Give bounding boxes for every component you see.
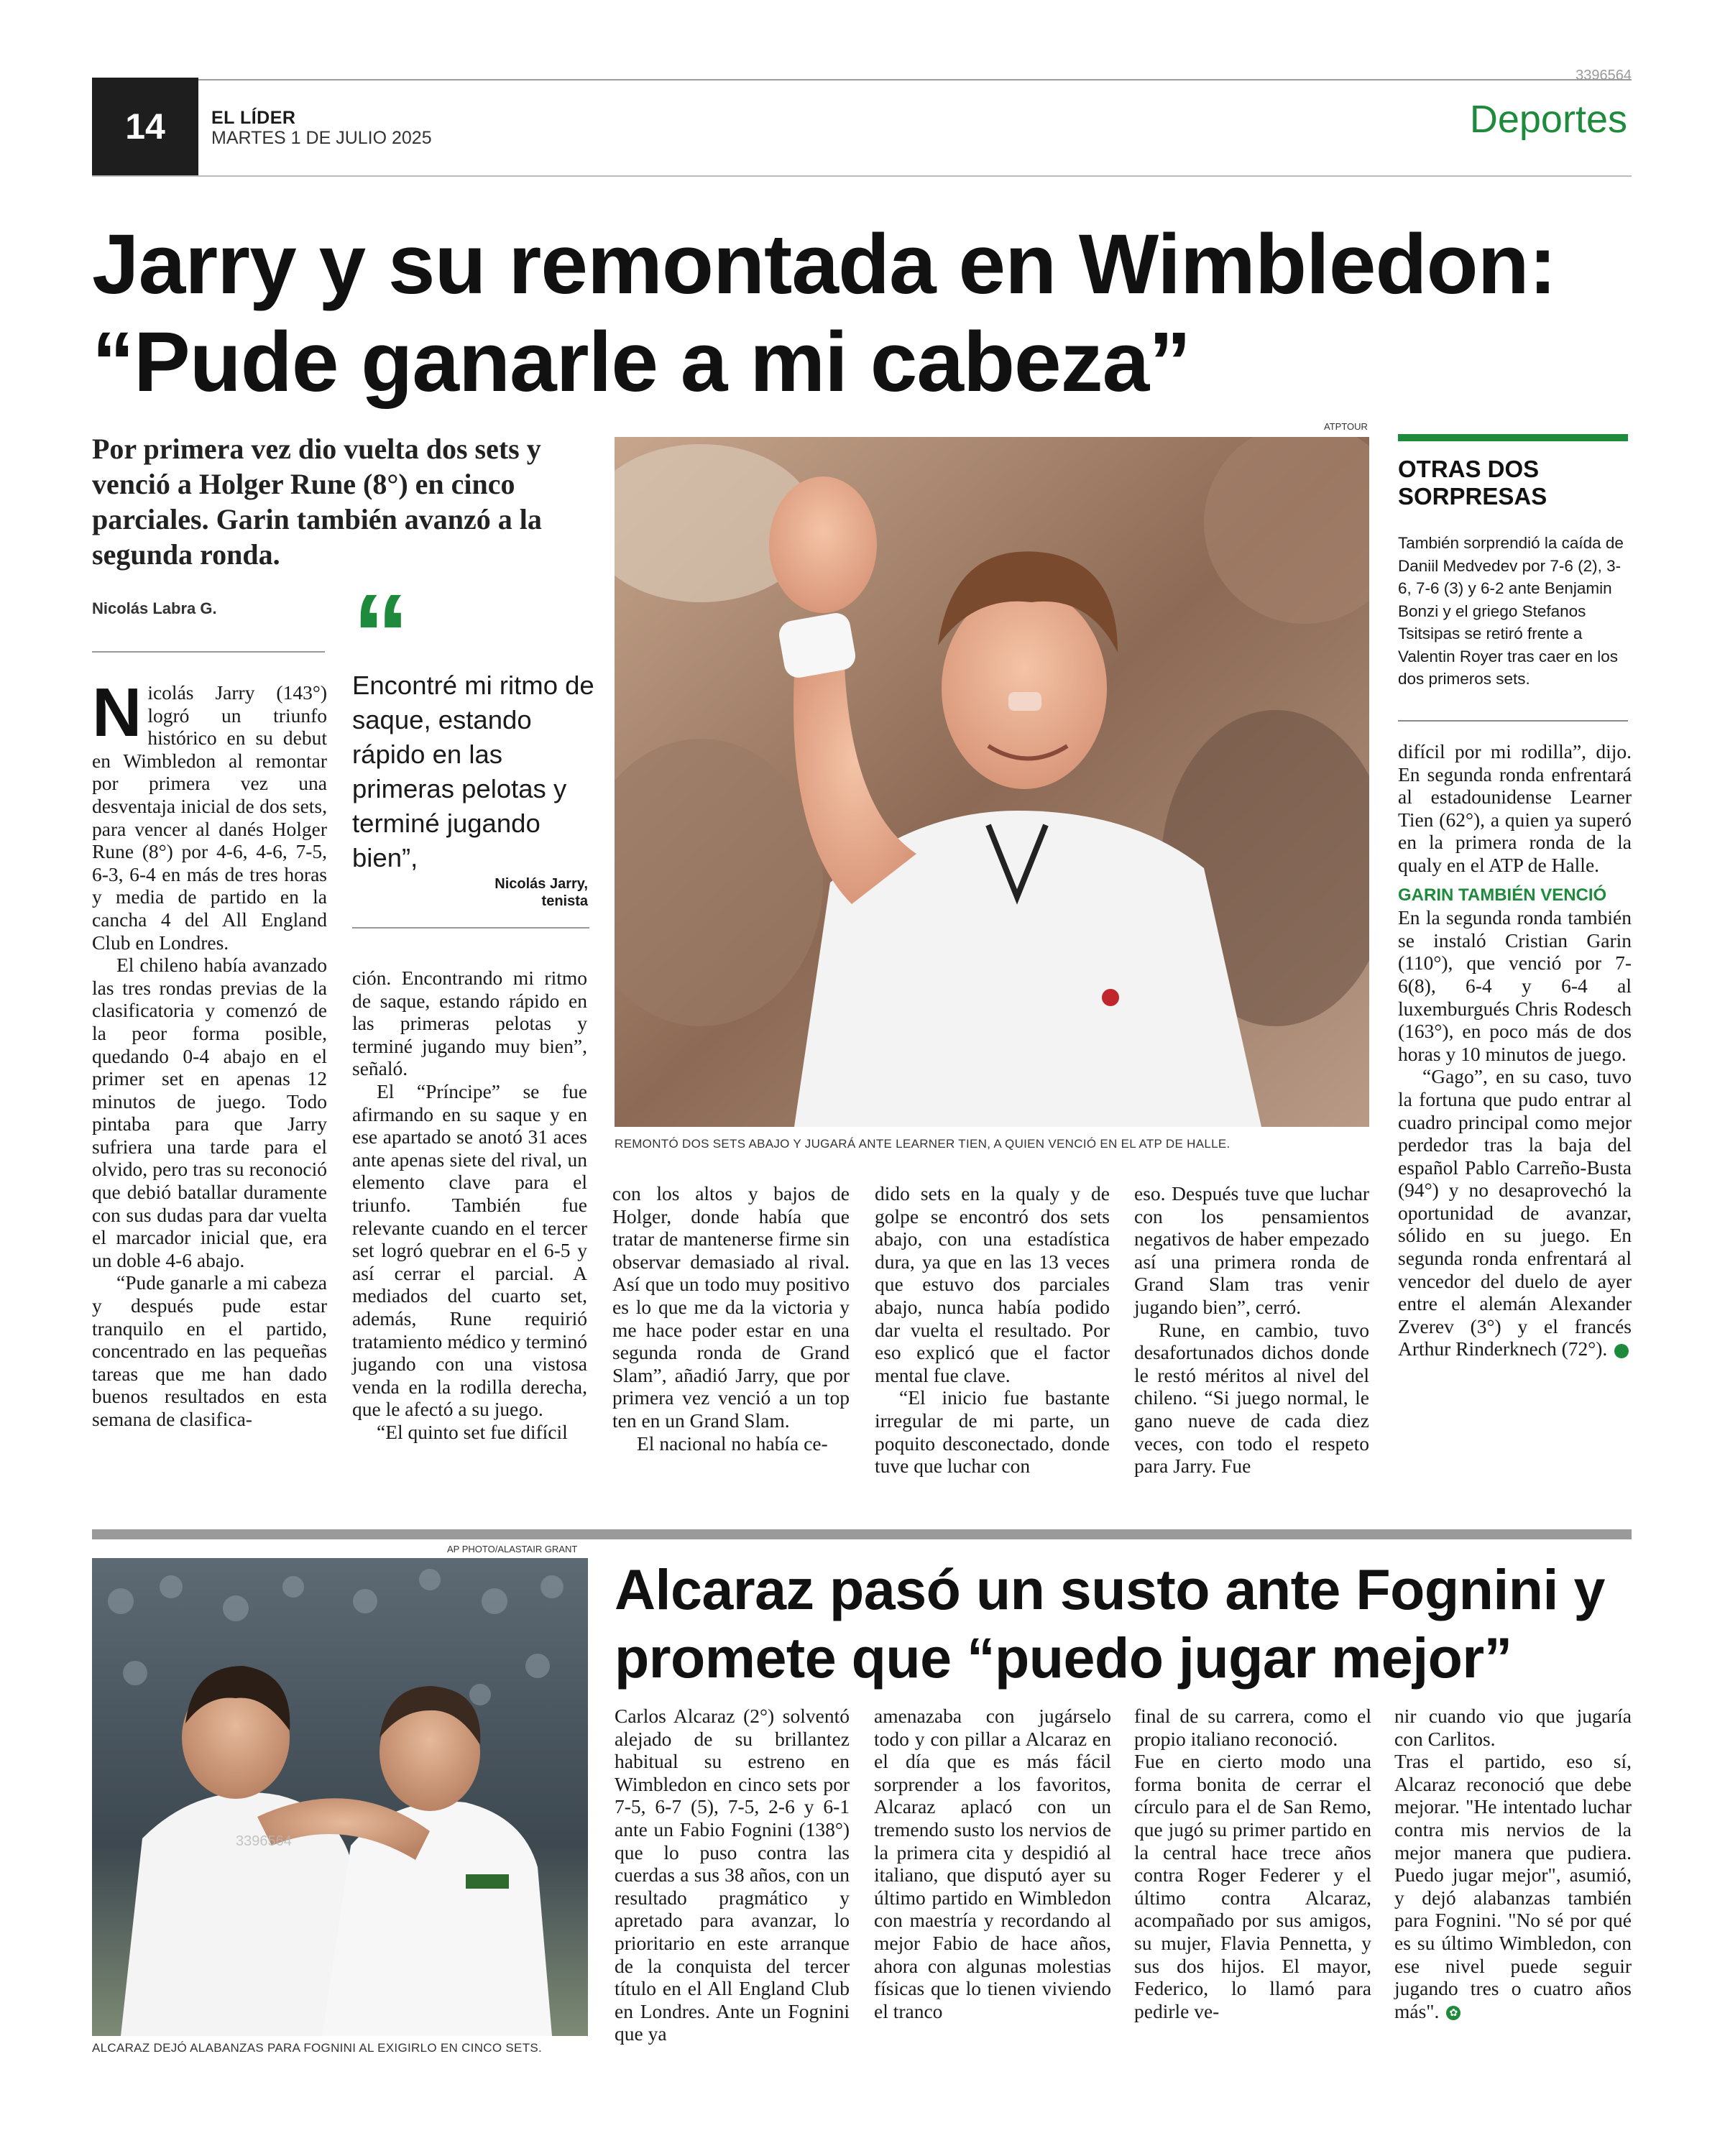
second-col4-paragraph-2-text: Tras el partido, eso sí, Alcaraz reconoció que debe mejorar. "He intentado luchar contra mis nervios de la mejor manera que pudiera. Puedo jugar mejor", asumió, y dejó alabanzas también para Fognini. "No sé por qué es su último Wimbledon, con ese nivel puede seguir jugando tres o cuatro años más". [1394, 1750, 1632, 2022]
header-rule [198, 79, 1632, 80]
sidebar-top-bar [1398, 434, 1628, 441]
second-column-1 [615, 1705, 850, 2045]
second-col4-paragraph-2 [1394, 1750, 1632, 2022]
sidebar-title-line1: OTRAS DOS [1398, 456, 1540, 482]
second-column-3 [1134, 1705, 1371, 2022]
photo-watermark: 3396564 [236, 1833, 292, 1849]
garin-subhead: GARIN TAMBIÉN VENCIÓ [1398, 885, 1607, 905]
second-col2-text: amenazaba con jugárselo todo y con pillar a Alcaraz en el día que es más fácil sorprender a los favoritos, Alcaraz aplacó con un tremendo susto los nervios de la primera cita y despidió al italiano, que disputó ayer su último partido en Wimbledon con maestría y recordando al mejor Fabio de hace años, ahora con algunas molestias físicas que lo tienen viviendo el tranco [874, 1705, 1111, 2022]
second-col3-paragraph-2: Fue en cierto modo una forma bonita de cerrar el círculo para el de San Remo, que jugó su primer partido en la central hace trece años contra Roger Federer y el último contra Alcaraz, acompañado por sus amigos, su mujer, Flavia Pennetta, y sus dos hijos. El mayor, Federico, lo llamó para pedirle ve- [1134, 1750, 1371, 2022]
second-headline-line2: promete que “puedo jugar mejor” [615, 1626, 1512, 1690]
sidebar-title-line2: SORPRESAS [1398, 483, 1547, 510]
main-col3-paragraph-1: con los altos y bajos de Holger, donde había que tratar de mantenerse firme sin observar demasiado al rival. Así que un todo muy positivo es lo que me da la victoria y me hace poder estar en una segunda ronda de Grand Slam”, añadió Jarry, que por primera vez venció a un top ten en un Grand Slam. [612, 1182, 850, 1432]
page-code: 3396564 [1576, 68, 1632, 83]
publication-date: MARTES 1 DE JULIO 2025 [211, 128, 432, 148]
second-column-2 [874, 1705, 1111, 2022]
second-headline-line1: Alcaraz pasó un susto ante Fognini y [615, 1557, 1605, 1621]
photo-caption: REMONTÓ DOS SETS ABAJO Y JUGARÁ ANTE LEARNER TIEN, A QUIEN VENCIÓ EN EL ATP DE HALLE. [615, 1137, 1230, 1151]
main-col2-paragraph-1: ción. Encontrando mi ritmo de saque, estando rápido en las primeras pelotas y terminé jugando muy bien”, señaló. [352, 967, 587, 1080]
alcaraz-photo-illustration [92, 1558, 588, 2036]
main-column-5 [1134, 1182, 1369, 1478]
second-col3-paragraph-1: final de su carrera, como el propio italiano reconoció. [1134, 1705, 1371, 1750]
main-col4-paragraph-2: “El inicio fue bastante irregular de mi parte, un poquito desconectado, donde tuve que luchar con [875, 1386, 1110, 1478]
story-end-icon: ✿ [1614, 1344, 1629, 1358]
main-col4-paragraph-1: dido sets en la qualy y de golpe se encontró dos sets abajo, con una estadística dura, ya que en las 13 veces que estuvo dos parciales abajo, nunca había podido dar vuelta el resultado. Por eso explicó que el factor mental fue clave. [875, 1182, 1110, 1386]
main-col6-paragraph-2: En la segunda ronda también se instaló Cristian Garin (110°), que venció por 7-6(8), 6-4 y 6-4 al luxemburgués Chris Rodesch (163°), en poco más de dos horas y 10 minutos de juego. [1398, 906, 1632, 1065]
jarry-photo [615, 437, 1369, 1127]
main-column-1 [92, 674, 327, 1431]
pull-quote-attribution [352, 875, 588, 910]
section-separator [92, 1529, 1632, 1539]
quote-author: Nicolás Jarry, [494, 876, 588, 892]
main-col6-paragraph-3-text: “Gago”, en su caso, tuvo la fortuna que pudo entrar al cuadro principal como mejor perdedor tras la baja del español Pablo Carreño-Busta (94°) y no desaprovechó la oportunidad de avanzar, sólido en su juego. En segunda ronda enfrentará al vencedor del duelo de ayer entre el alemán Alexander Zverev (3°) y el francés Arthur Rinderknech (72°). [1398, 1065, 1632, 1360]
alcaraz-photo [92, 1558, 588, 2036]
second-photo-caption: ALCARAZ DEJÓ ALABANZAS PARA FOGNINI AL EXIGIRLO EN CINCO SETS. [92, 2041, 543, 2055]
sidebar-title [1398, 456, 1547, 510]
second-column-4 [1394, 1705, 1632, 2022]
second-headline [615, 1555, 1635, 1692]
main-column-4 [875, 1182, 1110, 1478]
main-col5-paragraph-2: Rune, en cambio, tuvo desafortunados dichos donde le restó méritos al nivel del chileno. “Si juego normal, le gano nueve de cada diez veces, con todo el respeto para Jarry. Fue [1134, 1318, 1369, 1478]
main-col1-paragraph-3: “Pude ganarle a mi cabeza y después pude estar tranquilo en el partido, concentrado en las pequeñas tareas que me han dado buenos resultados en esta semana de clasifica- [92, 1271, 327, 1430]
pull-quote: Encontré mi ritmo de saque, estando rápido en las primeras pelotas y terminé jugando bien”, [352, 671, 594, 872]
main-col1-first-paragraph [92, 674, 327, 954]
main-headline [92, 216, 1637, 411]
main-col1-paragraph-2: El chileno había avanzado las tres rondas previas de la clasificatoria y comenzó de la peor forma posible, quedando 0-4 abajo en el primer set en apenas 12 minutos de juego. Todo pintaba para que Jarry sufriera una tarde para el olvido, pero tras su reconoció que debió batallar duramente con sus dudas para dar vuelta el marcador inicial que, era un doble 4-6 abajo. [92, 954, 327, 1271]
jarry-photo-illustration [615, 437, 1369, 1127]
main-col2-paragraph-2: El “Príncipe” se fue afirmando en su saque y en ese apartado se anotó 31 aces ante apenas siete del rival, un elemento clave para el triunfo. También fue relevante cuando en el tercer set logró quebrar en el 6-5 y así cerrar el parcial. A mediados del cuarto set, además, Rune requirió tratamiento médico y terminó jugando con una vistosa venda en la rodilla derecha, que le afectó a su juego. [352, 1079, 587, 1421]
main-column-3 [612, 1182, 850, 1455]
quote-bottom-rule [352, 927, 589, 929]
main-column-6 [1398, 740, 1647, 1360]
quote-author-role: tenista [541, 893, 588, 909]
page-number: 14 [92, 78, 198, 175]
header-bottom-rule [92, 175, 1632, 177]
publication-name: EL LÍDER [211, 108, 296, 128]
second-story-end-icon: ✿ [1446, 2006, 1460, 2020]
section-name: Deportes [1469, 98, 1627, 141]
quote-mark-icon: “ [352, 570, 410, 699]
main-col6-paragraph-3 [1398, 1065, 1647, 1360]
second-photo-credit: AP PHOTO/ALASTAIR GRANT [447, 1544, 578, 1554]
main-headline-line1: Jarry y su remontada en Wimbledon: [92, 217, 1556, 312]
main-col5-paragraph-1: eso. Después tuve que luchar con los pensamientos negativos de haber empezado así una primera ronda de Grand Slam tras venir jugando bien”, cerró. [1134, 1182, 1369, 1318]
main-column-2 [352, 967, 587, 1443]
photo-credit: ATPTOUR [1324, 421, 1368, 432]
lead-paragraph: Por primera vez dio vuelta dos sets y venció a Holger Rune (8°) en cinco parciales. Garin también avanzó a la segunda ronda. [92, 433, 542, 571]
second-col1-text: Carlos Alcaraz (2°) solventó alejado de su brillantez habitual su estreno en Wimbledon en cinco sets por 7-5, 6-7 (5), 7-5, 2-6 y 6-1 ante un Fabio Fognini (138°) que lo puso contra las cuerdas a sus 38 años, con un resultado pragmático y apretado para avanzar, lo prioritario en este arranque de la conquista del tercer título en el All England Club en Londres. Ante un Fognini que ya [615, 1705, 850, 2045]
main-headline-line2: “Pude ganarle a mi cabeza” [92, 315, 1191, 410]
byline: Nicolás Labra G. [92, 599, 217, 617]
second-col4-paragraph-1: nir cuando vio que jugaría con Carlitos. [1394, 1705, 1632, 1750]
drop-cap: N [92, 674, 142, 751]
main-col1-first-text: icolás Jarry (143°) logró un triunfo histórico en su debut en Wimbledon al remontar por primera vez una desventaja inicial de dos sets, para vencer al danés Holger Rune (8°) por 4-6, 4-6, 7-5, 6-3, 6-4 en más de tres horas y media de partido en la cancha 4 del All England Club en Londres. [92, 681, 327, 954]
main-col6-paragraph-1: difícil por mi rodilla”, dijo. En segunda ronda enfrentará al estadounidense Learner Tien (62°), a quien ya superó en la primera ronda de la qualy en el ATP de Halle. [1398, 740, 1632, 876]
sidebar-bottom-rule [1398, 720, 1628, 722]
byline-rule [92, 651, 325, 653]
main-col2-paragraph-3: “El quinto set fue difícil [377, 1420, 568, 1443]
sidebar-text: También sorprendió la caída de Daniil Medvedev por 7-6 (2), 3-6, 7-6 (3) y 6-2 ante Benjamin Bonzi y el griego Stefanos Tsitsipas se retiró frente a Valentin Royer tras caer en los dos primeros sets. [1398, 534, 1624, 688]
main-col3-paragraph-2: El nacional no había ce- [637, 1432, 828, 1455]
